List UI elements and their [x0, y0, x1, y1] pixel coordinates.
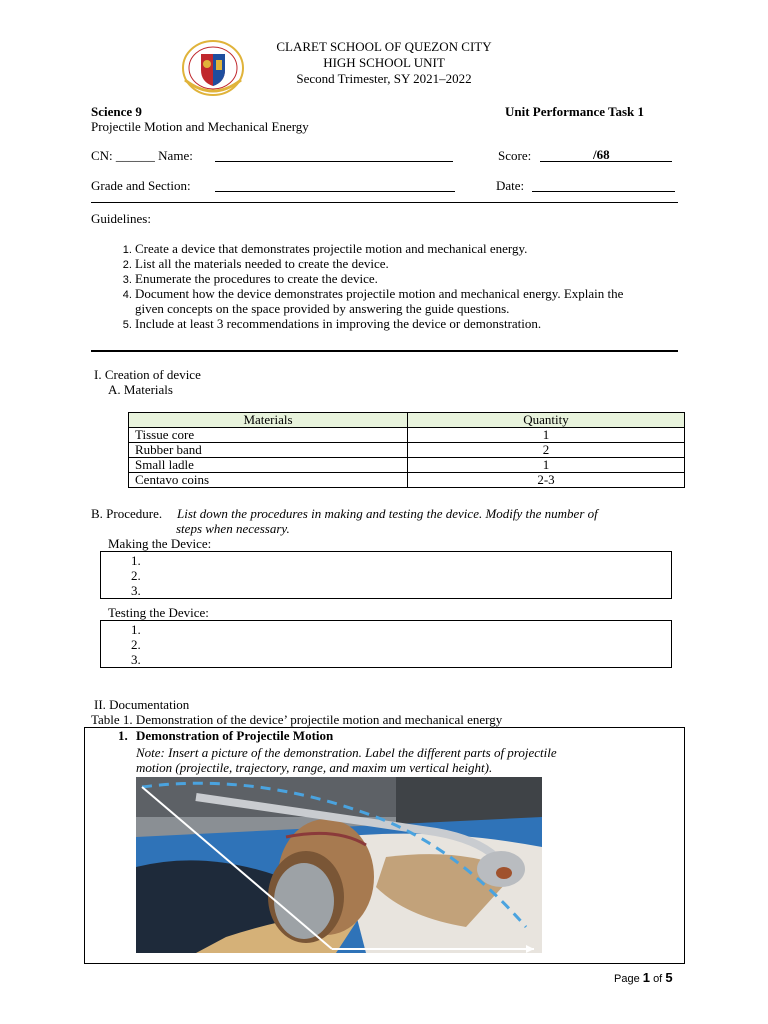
page-current: 1: [642, 970, 650, 985]
header-materials: Materials: [129, 413, 408, 428]
cn-name-label: CN: ______ Name:: [91, 148, 193, 163]
making-title: Making the Device:: [108, 536, 212, 551]
procedure-note-cont: steps when necessary.: [176, 521, 290, 536]
testing-steps-box[interactable]: [100, 620, 672, 668]
page-number: [614, 970, 673, 985]
making-steps-box[interactable]: [100, 551, 672, 599]
grade-section-label: Grade and Section:: [91, 178, 191, 193]
page-word: Page: [614, 973, 640, 985]
step-number: 3.: [131, 583, 141, 598]
table-row: [129, 473, 685, 488]
testing-title: Testing the Device:: [108, 605, 209, 620]
quantity-cell: 2: [408, 443, 685, 458]
section2-title: II. Documentation: [94, 697, 190, 712]
material-cell: Centavo coins: [129, 473, 408, 488]
header-quantity: Quantity: [408, 413, 685, 428]
grade-section-field[interactable]: [215, 191, 455, 192]
item-number: 1.: [118, 728, 128, 743]
school-header: [240, 39, 528, 87]
date-field[interactable]: [532, 191, 675, 192]
course-name: Science 9: [91, 104, 142, 119]
page-total: 5: [665, 970, 673, 985]
school-term: Second Trimester, SY 2021–2022: [296, 71, 472, 86]
material-cell: Rubber band: [129, 443, 408, 458]
guidelines-title: Guidelines:: [91, 211, 151, 226]
making-steps: [131, 553, 141, 598]
date-label: Date:: [496, 178, 525, 193]
of-word: of: [653, 973, 663, 985]
materials-table: [128, 412, 685, 488]
section1-title: I. Creation of device: [94, 367, 201, 382]
guideline-item: 3. Enumerate the procedures to create the device.: [135, 271, 695, 286]
topic-title: Projectile Motion and Mechanical Energy: [91, 119, 309, 134]
item-note-cont: motion (projectile, trajectory, range, and maxim um vertical height).: [136, 760, 493, 775]
guideline-item: 1. Create a device that demonstrates projectile motion and mechanical energy.: [135, 241, 695, 256]
guideline-item: 2. List all the materials needed to create the device.: [135, 256, 695, 271]
step-number: 1.: [131, 553, 141, 568]
school-unit: HIGH SCHOOL UNIT: [323, 55, 445, 70]
guidelines-list: [110, 241, 695, 331]
score-label: Score:: [498, 148, 532, 163]
step-number: 1.: [131, 622, 141, 637]
table-row: [129, 443, 685, 458]
header-divider: [91, 202, 678, 203]
guidelines-divider: [91, 350, 678, 352]
procedure-label: B. Procedure.: [91, 506, 163, 521]
step-number: 2.: [131, 568, 141, 583]
materials-title: A. Materials: [108, 382, 173, 397]
procedure-note: List down the procedures in making and testing the device. Modify the number of: [177, 506, 598, 521]
quantity-cell: 2-3: [408, 473, 685, 488]
quantity-cell: 1: [408, 458, 685, 473]
name-field[interactable]: [215, 161, 453, 162]
table1-caption: Table 1. Demonstration of the device’ projectile motion and mechanical energy: [91, 712, 503, 727]
table-row: [129, 458, 685, 473]
quantity-cell: 1: [408, 428, 685, 443]
item-title: Demonstration of Projectile Motion: [136, 728, 334, 743]
guideline-item: 5. Include at least 3 recommendations in improving the device or demonstration.: [135, 316, 695, 331]
school-seal: [181, 40, 245, 96]
table-header-row: [129, 413, 685, 428]
item-note: Note: Insert a picture of the demonstration. Label the different parts of projectile: [136, 745, 557, 760]
step-number: 2.: [131, 637, 141, 652]
school-name: CLARET SCHOOL OF QUEZON CITY: [276, 39, 492, 54]
demonstration-photo: [136, 777, 542, 953]
score-total: /68: [593, 147, 610, 162]
material-cell: Tissue core: [129, 428, 408, 443]
guideline-item: 4. Document how the device demonstrates projectile motion and mechanical energy. Explain the given concepts on the space provided by answering the guide questions.: [135, 286, 655, 316]
step-number: 3.: [131, 652, 141, 667]
testing-steps: [131, 622, 141, 667]
task-title: Unit Performance Task 1: [505, 104, 645, 119]
material-cell: Small ladle: [129, 458, 408, 473]
table-row: [129, 428, 685, 443]
